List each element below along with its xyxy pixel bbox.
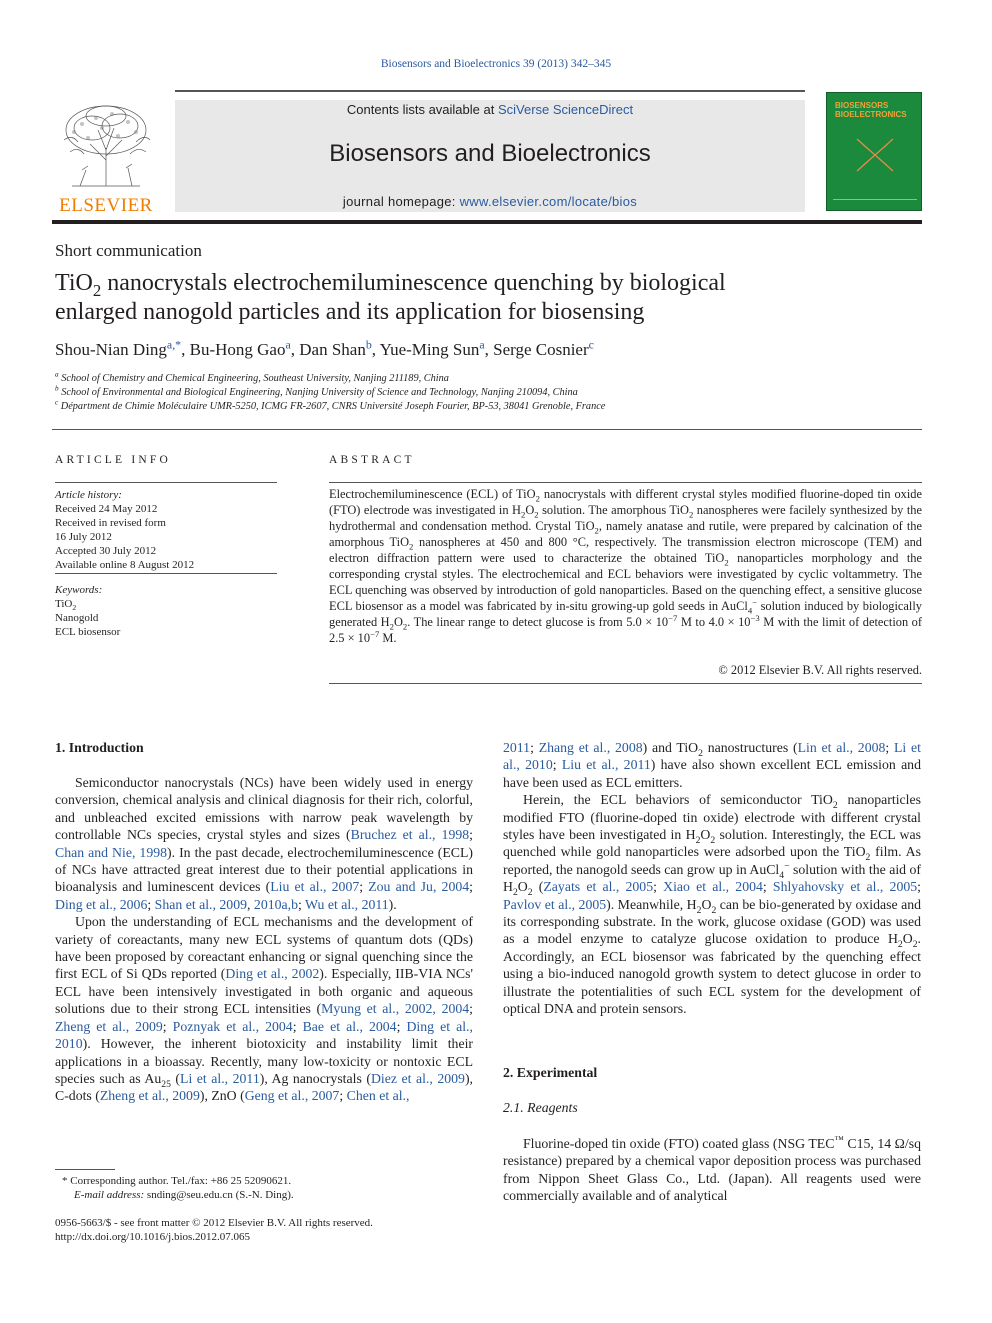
affiliation-mark: b bbox=[55, 384, 59, 393]
paragraph: 2011; Zhang et al., 2008) and TiO$_2$ nanostructures (Lin et al., 2008; Li et al., 2010; Liu et al., 2011) have also shown excellent ECL emission and have been used as ECL emitters. bbox=[503, 740, 921, 790]
email-address[interactable]: snding@seu.edu.cn (S.-N. Ding). bbox=[146, 1189, 294, 1201]
cover-rule bbox=[833, 199, 917, 200]
cover-title-line1: BIOSENSORS bbox=[835, 101, 889, 110]
ref-link[interactable]: Ding et al., 2006 bbox=[55, 896, 148, 912]
contents-line bbox=[175, 102, 805, 117]
email-label: E-mail address: bbox=[74, 1189, 147, 1201]
homepage-line bbox=[175, 194, 805, 209]
author-name[interactable]: Bu-Hong Gao bbox=[189, 340, 286, 359]
keyword: Nanogold bbox=[55, 612, 99, 624]
keyword: TiO$_2$ bbox=[55, 598, 77, 613]
experimental-heading: 2. Experimental bbox=[503, 1065, 598, 1080]
journal-citation[interactable]: Biosensors and Bioelectronics 39 (2013) 342–345 bbox=[380, 58, 612, 70]
ref-link[interactable]: Xiao et al., 2004 bbox=[663, 879, 763, 895]
ref-link[interactable]: Li et al., 2010 bbox=[503, 740, 921, 773]
history-entry: Received in revised form bbox=[55, 517, 166, 529]
author-list: Shou-Nian Ding$^{a,*}$, Bu-Hong Gao$^a$, Dan Shan$^b$, Yue-Ming Sun$^a$, Serge Cosnier$^c$ bbox=[55, 337, 594, 359]
right-column-body bbox=[503, 739, 921, 1018]
affiliation-mark: c bbox=[55, 398, 59, 407]
author-affiliation-mark[interactable]: a,* bbox=[166, 337, 182, 352]
article-type: Short communication bbox=[55, 241, 202, 260]
author-name[interactable]: Yue-Ming Sun bbox=[379, 340, 480, 359]
homepage-prefix: journal homepage: bbox=[342, 194, 460, 209]
ref-link[interactable]: Zhang et al., 2008 bbox=[538, 740, 643, 755]
title-line2: enlarged nanogold particles and its application for biosensing bbox=[55, 299, 645, 325]
affiliation bbox=[55, 398, 606, 412]
paragraph: Herein, the ECL behaviors of semiconductor TiO$_2$ nanoparticles modified FTO (fluorine-doped tin oxide) electrode with different crystal styles have been investigated in $H_2O_2$ solution. Interestingly, the ECL was quenched while gold nanoparticles were adsorbed upon the TiO$_2$ film. As reported, the nanogold seeds can grow up in AuCl$_4$− solution with the aid of $H_2O_2$ (Zayats et al., 2005; Xiao et al., 2004; Shlyahovsky et al., 2005; Pavlov et al., 2005). Meanwhile, $H_2O_2$ can be bio-generated by oxidase and its corresponding substrate. In the work, glucose oxidase (GOD) was used as a model enzyme to catalyze glucose oxidation to produce $H_2O_2$. Accordingly, an ECL biosensor was fabricated by the quenching effect using a bio-induced nanogold growth system to detect glucose in order to illustrate the potentialities of such ECL system for the development of optical DNA and protein sensors. bbox=[503, 792, 921, 1017]
corresponding-author-note: * Corresponding author. Tel./fax: +86 25 52090621. bbox=[62, 1175, 292, 1187]
article-info-rule bbox=[55, 482, 277, 483]
author-affiliation-mark[interactable]: c bbox=[588, 337, 594, 352]
history-entry: Available online 8 August 2012 bbox=[55, 559, 195, 571]
keyword: ECL biosensor bbox=[55, 626, 121, 638]
header-rule bbox=[175, 90, 805, 92]
affiliation-mark: a bbox=[55, 370, 59, 379]
elsevier-wordmark: ELSEVIER bbox=[59, 195, 153, 216]
ref-link[interactable]: 2011 bbox=[503, 740, 531, 755]
ref-link[interactable]: Liu et al., 2011 bbox=[561, 757, 651, 773]
ref-link[interactable]: Chan and Nie, 1998 bbox=[55, 844, 168, 860]
ref-link[interactable]: Wu et al., 2011 bbox=[305, 896, 389, 912]
ref-link[interactable]: Zheng et al., 2009 bbox=[55, 1018, 163, 1034]
sciencedirect-link[interactable]: SciVerse ScienceDirect bbox=[497, 102, 634, 117]
abstract-rule bbox=[329, 482, 922, 483]
journal-cover-image[interactable] bbox=[826, 92, 922, 211]
history-label: Article history: bbox=[55, 489, 122, 501]
footnote-rule bbox=[55, 1169, 115, 1170]
history-entry: Received 24 May 2012 bbox=[55, 503, 158, 515]
ref-link[interactable]: Zheng et al., 2009 bbox=[99, 1088, 200, 1104]
header-thick-rule bbox=[52, 220, 922, 224]
reagents-heading: 2.1. Reagents bbox=[503, 1100, 578, 1115]
homepage-link[interactable]: www.elsevier.com/locate/bios bbox=[459, 194, 638, 209]
author-name[interactable]: Serge Cosnier bbox=[493, 340, 589, 359]
article-history bbox=[55, 488, 194, 572]
ref-link[interactable]: Geng et al., 2007 bbox=[244, 1088, 340, 1104]
abstract-text: Electrochemiluminescence (ECL) of TiO$_2$ nanocrystals with different crystal styles modified fluorine-doped tin oxide (FTO) electrode was investigated in $H_2O_2$ solution. The amorphous TiO$_2$ nanospheres were facilely synthesized by the hydrothermal and condensation method. Crystal TiO$_2$, namely anatase and rutile, were prepared by calcination of the amorphous TiO$_2$ nanospheres at 450 and 800 °C, respectively. The transmission electron microscope (TEM) and electron diffraction pattern were used to characterize the obtained TiO$_2$ nanoparticles morphology and the corresponding crystal styles. The electrochemical and ECL behaviors were investigated by cyclic voltammetry. The ECL quenching was observed by introduction of gold nanoparticles. Based on the quenching effect, a sensitive glucose ECL biosensor as a model was fabricated by in-situ growing-up gold seeds in AuCl$_4$− solution induced by biologically generated $H_2O_2$. The linear range to detect glucose is from $5.0 \times 10^{-7}$ M to $4.0 \times 10^{-3}$ M with the limit of detection of $2.5 \times 10^{-7}$ M. bbox=[329, 487, 922, 645]
cover-graphic-icon bbox=[853, 133, 897, 177]
keywords-rule bbox=[55, 573, 277, 574]
journal-title: Biosensors and Bioelectronics bbox=[329, 140, 651, 167]
ref-link[interactable]: Zou and Ju, 2004 bbox=[368, 879, 470, 895]
ref-link[interactable]: 2010a,b bbox=[253, 896, 298, 912]
reagents-body bbox=[503, 1135, 921, 1205]
affiliation bbox=[55, 384, 578, 398]
keywords-label: Keywords: bbox=[55, 584, 103, 596]
author-affiliation-mark[interactable]: a bbox=[479, 337, 485, 352]
ref-link[interactable]: Pavlov et al., 2005 bbox=[503, 896, 607, 912]
title-line1-rest: nanocrystals electrochemiluminescence quenching by biological bbox=[101, 270, 726, 296]
doi-link[interactable]: http://dx.doi.org/10.1016/j.bios.2012.07.065 bbox=[55, 1231, 251, 1243]
title-subscript: 2 bbox=[92, 280, 102, 300]
paragraph: Fluorine-doped tin oxide (FTO) coated glass (NSG TEC™ C15, 14 Ω/sq resistance) prepared by a chemical vapor deposition process was purchased from Nippon Sheet Glass Co., Ltd. (Japan). All reagents used were commercially available and of analytical bbox=[503, 1134, 922, 1204]
elsevier-logo bbox=[52, 100, 160, 216]
ref-link[interactable]: Bae et al., 2004 bbox=[302, 1018, 397, 1034]
cover-title bbox=[835, 101, 907, 119]
tree-logo-icon bbox=[52, 100, 160, 188]
ref-link[interactable]: Shlyahovsky et al., 2005 bbox=[772, 879, 918, 895]
ref-link[interactable]: Shan et al., 2009 bbox=[154, 896, 248, 912]
ref-link[interactable]: Poznyak et al., 2004 bbox=[172, 1018, 293, 1034]
author-name[interactable]: Shou-Nian Ding bbox=[55, 340, 167, 359]
history-entry: Accepted 30 July 2012 bbox=[55, 545, 157, 557]
cover-title-line2: BIOELECTRONICS bbox=[835, 110, 907, 119]
ref-link[interactable]: Ding et al., 2010 bbox=[55, 1018, 473, 1052]
introduction-body bbox=[55, 774, 473, 1105]
affiliation bbox=[55, 370, 449, 384]
paragraph: Semiconductor nanocrystals (NCs) have been widely used in energy conversion, chemical analysis and clinical diagnosis for their rich, colorful, and unbleached excited emissions with narrow peak wavelength by controllable NCs species, crystal styles and sizes (Bruchez et al., 1998; Chan and Nie, 1998). In the past decade, electrochemiluminescence (ECL) of NCs have attracted great interest due to their potential applications in bioanalysis and luminescent devices (Liu et al., 2007; Zou and Ju, 2004; Ding et al., 2006; Shan et al., 2009, 2010a,b; Wu et al., 2011). bbox=[55, 775, 473, 912]
article-title bbox=[55, 269, 925, 327]
article-info-heading: ARTICLE INFO bbox=[55, 454, 171, 466]
abstract-heading: ABSTRACT bbox=[329, 454, 415, 466]
title-separator bbox=[52, 429, 922, 430]
author-affiliation-mark[interactable]: b bbox=[365, 337, 372, 352]
ref-link[interactable]: Chen et al., bbox=[346, 1088, 410, 1104]
abstract-bottom-rule bbox=[329, 683, 922, 684]
email-note bbox=[74, 1188, 294, 1203]
ref-link[interactable]: Diez et al., 2009 bbox=[370, 1070, 465, 1086]
history-entry: 16 July 2012 bbox=[55, 531, 112, 543]
ref-link[interactable]: Bruchez et al., 1998 bbox=[350, 827, 470, 843]
ref-link[interactable]: Li et al., 2011 bbox=[180, 1070, 260, 1086]
ref-link[interactable]: Liu et al., 2007 bbox=[270, 879, 360, 895]
affiliation-text: Départment de Chimie Moléculaire UMR-5250, ICMG FR-2607, CNRS Université Joseph Fourier, BP-53, 38041 Grenoble, France bbox=[60, 401, 606, 412]
title-tio2: TiO bbox=[55, 270, 93, 296]
affiliation-text: School of Environmental and Biological Engineering, Nanjing University of Science and Technology, Nanjing 210094, China bbox=[61, 387, 578, 398]
abstract-copyright: © 2012 Elsevier B.V. All rights reserved. bbox=[718, 663, 922, 677]
paragraph: Upon the understanding of ECL mechanisms and the development of variety of coreactants, many new ECL systems of quantum dots (QDs) have been proposed by coreactant enhancing or signal quenching since the first ECL of Si QDs reported (Ding et al., 2002). Especially, IIB-VIA NCs' ECL have been intensively investigated in both organic and aqueous solutions due to their strong ECL intensities (Myung et al., 2002, 2004; Zheng et al., 2009; Poznyak et al., 2004; Bae et al., 2004; Ding et al., 2010). However, the inherent biotoxicity and instability limit their applications in a bioassay. Recently, many low-toxicity or nontoxic ECL species such as $Au_{25}$ (Li et al., 2011), Ag nanocrystals (Diez et al., 2009), C-dots (Zheng et al., 2009), ZnO (Geng et al., 2007; Chen et al., bbox=[55, 914, 474, 1104]
ref-link[interactable]: Zayats et al., 2005 bbox=[543, 879, 654, 895]
introduction-heading: 1. Introduction bbox=[55, 740, 144, 755]
keywords bbox=[55, 583, 120, 639]
ref-link[interactable]: Ding et al., 2002 bbox=[225, 966, 320, 982]
author-name[interactable]: Dan Shan bbox=[299, 340, 366, 359]
ref-link[interactable]: Myung et al., 2002, 2004 bbox=[321, 1001, 470, 1017]
author-affiliation-mark[interactable]: a bbox=[285, 337, 291, 352]
contents-prefix: Contents lists available at bbox=[346, 102, 498, 117]
ref-link[interactable]: Lin et al., 2008 bbox=[797, 740, 886, 755]
affiliation-text: School of Chemistry and Chemical Engineering, Southeast University, Nanjing 211189, China bbox=[61, 373, 449, 384]
issn-line: 0956-5663/$ - see front matter © 2012 Elsevier B.V. All rights reserved. bbox=[55, 1217, 373, 1229]
